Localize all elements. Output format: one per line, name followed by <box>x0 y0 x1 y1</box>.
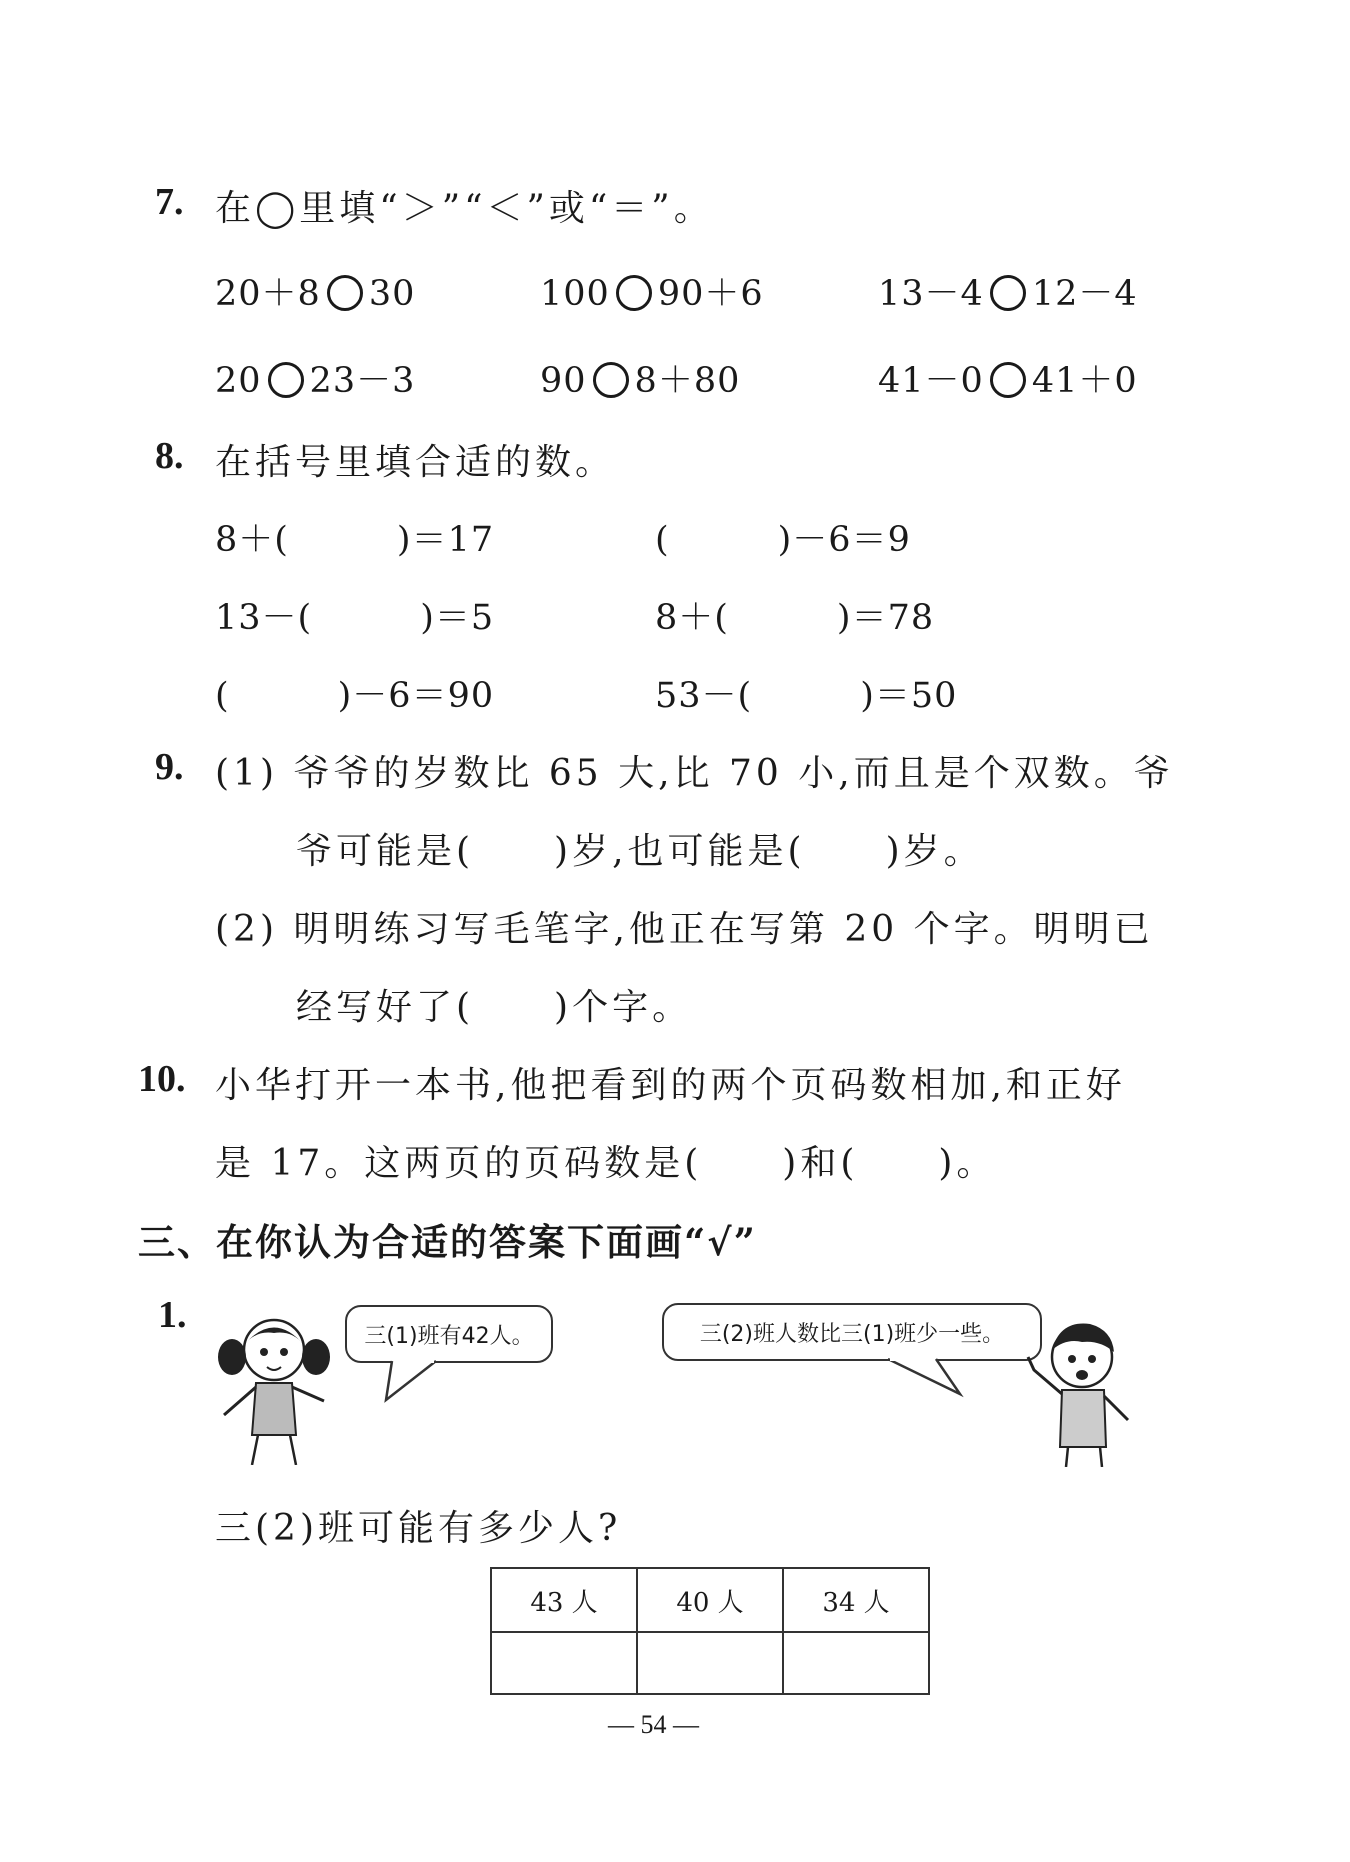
answer-circle[interactable] <box>593 362 629 398</box>
girl-speech-bubble: 三(1)班有42人。 <box>345 1305 553 1363</box>
q9-part1-line2[interactable]: 爷可能是( )岁,也可能是( )岁。 <box>296 831 984 872</box>
bubble-tail-icon <box>380 1360 460 1410</box>
answer-circle[interactable] <box>327 275 363 311</box>
girl-illustration-icon <box>212 1305 342 1465</box>
answer-circle[interactable] <box>990 362 1026 398</box>
option-label: 34 人 <box>783 1568 929 1632</box>
page-number: — 54 — <box>608 1710 699 1739</box>
q9-number: 9. <box>155 746 184 788</box>
q8-blank-4[interactable]: 8＋( )＝78 <box>655 598 935 638</box>
q7-compare-1: 20＋8 30 <box>215 274 416 314</box>
check-cell[interactable] <box>637 1632 783 1694</box>
q7-instruction: 在◯里填“＞”“＜”或“＝”。 <box>215 188 714 229</box>
q8-instruction: 在括号里填合适的数。 <box>215 442 616 483</box>
bubble-tail-icon <box>880 1358 970 1408</box>
option-label: 40 人 <box>637 1568 783 1632</box>
q7-compare-5: 90 8＋80 <box>540 361 741 401</box>
q7-number: 7. <box>155 181 184 223</box>
q9-part2-line1: (2) 明明练习写毛笔字,他正在写第 20 个字。明明已 <box>215 909 1154 950</box>
q7-compare-3: 13－4 12－4 <box>878 274 1138 314</box>
q8-number: 8. <box>155 435 184 477</box>
boy-illustration-icon <box>1020 1312 1140 1467</box>
option-label: 43 人 <box>491 1568 637 1632</box>
answer-circle[interactable] <box>616 275 652 311</box>
answer-table <box>490 1567 930 1695</box>
q10-line1: 小华打开一本书,他把看到的两个页码数相加,和正好 <box>215 1065 1126 1106</box>
q10-number: 10. <box>138 1058 186 1100</box>
s3q1-number: 1. <box>158 1294 187 1336</box>
q8-blank-5[interactable]: ( )－6＝90 <box>215 676 495 716</box>
q8-blank-1[interactable]: 8＋( )＝17 <box>215 520 495 560</box>
s3q1-question: 三(2)班可能有多少人? <box>215 1508 622 1549</box>
q8-blank-6[interactable]: 53－( )＝50 <box>655 676 958 716</box>
q10-line2[interactable]: 是 17。这两页的页码数是( )和( )。 <box>215 1143 997 1184</box>
q9-part1-line1: (1) 爷爷的岁数比 65 大,比 70 小,而且是个双数。爷 <box>215 753 1174 794</box>
q8-blank-3[interactable]: 13－( )＝5 <box>215 598 495 638</box>
q8-blank-2[interactable]: ( )－6＝9 <box>655 520 911 560</box>
q7-compare-2: 100 90＋6 <box>540 274 764 314</box>
check-cell[interactable] <box>491 1632 637 1694</box>
answer-circle[interactable] <box>990 275 1026 311</box>
section-title: 三、在你认为合适的答案下面画“√” <box>138 1220 757 1264</box>
answer-circle[interactable] <box>268 362 304 398</box>
q7-compare-6: 41－0 41＋0 <box>878 361 1138 401</box>
boy-speech-bubble: 三(2)班人数比三(1)班少一些。 <box>662 1303 1042 1361</box>
check-cell[interactable] <box>783 1632 929 1694</box>
q7-compare-4: 20 23－3 <box>215 361 416 401</box>
q9-part2-line2[interactable]: 经写好了( )个字。 <box>296 987 693 1028</box>
